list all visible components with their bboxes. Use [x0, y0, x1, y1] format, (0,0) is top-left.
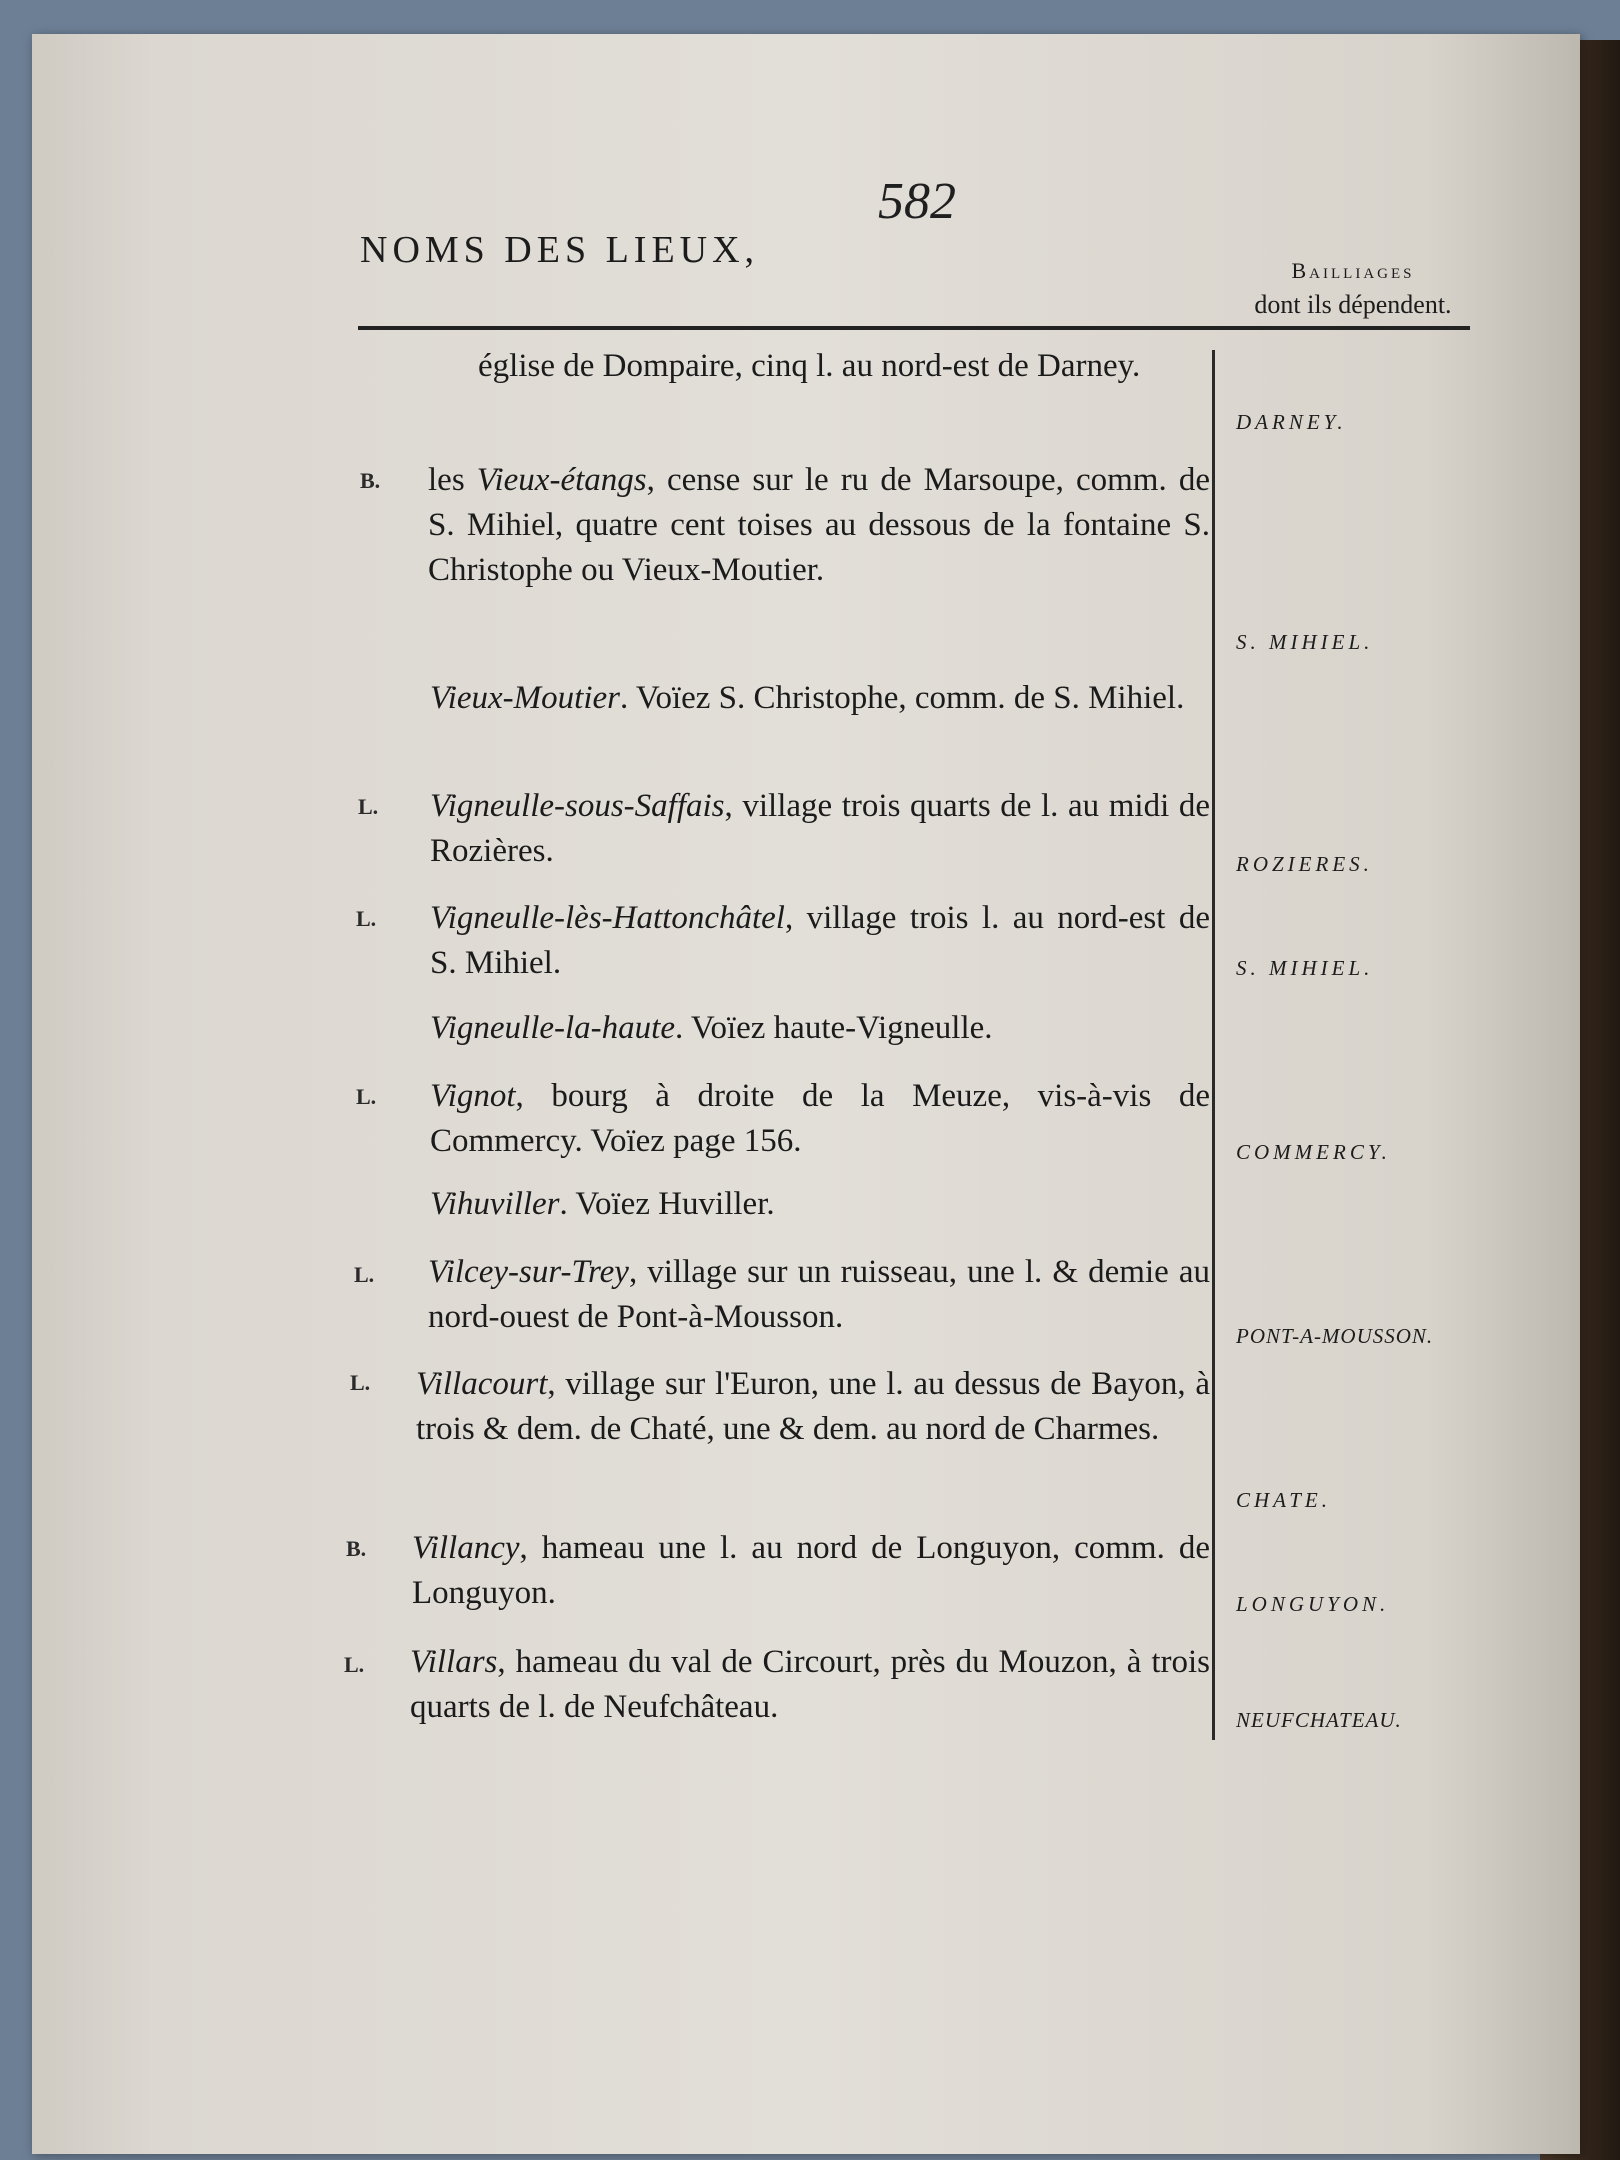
page-number: 582: [878, 173, 956, 230]
entry-text: , cense sur le ru de Marsoupe, comm. de S. Mihiel, quatre cent toises au dessous de la fontaine S. Christophe ou Vieux-Moutier.: [428, 462, 1210, 588]
list-item: [412, 1526, 1210, 1616]
entry-text: église de Dompaire, cinq l. au nord-est de Darney.: [478, 348, 1141, 384]
list-item: [430, 1006, 1210, 1051]
entry-place-name: Vigneulle-sous-Saffais: [430, 788, 725, 824]
entry-marker: L.: [358, 794, 379, 819]
header-rule: [358, 326, 1470, 330]
entry-text: , village trois quarts de l. au midi de Rozières.: [430, 788, 1210, 869]
entry-marker: B.: [346, 1536, 367, 1561]
entry-text: , hameau du val de Circourt, près du Mouzon, à trois quarts de l. de Neufchâteau.: [410, 1644, 1210, 1725]
entry-place-name: Villancy: [412, 1530, 520, 1566]
list-item: [430, 896, 1210, 986]
list-item: [430, 676, 1210, 721]
bailliage-label: COMMERCY.: [1236, 1140, 1391, 1164]
entry-marker: L.: [344, 1652, 365, 1677]
entry-text: . Voïez Huviller.: [559, 1186, 775, 1222]
entry-marker: L.: [356, 1084, 377, 1109]
entry-marker: B.: [360, 468, 381, 493]
entry-place-name: Vieux-Moutier: [430, 680, 620, 716]
entry-text: , village trois l. au nord-est de S. Mihiel.: [430, 900, 1210, 981]
entry-marker: L.: [350, 1370, 371, 1395]
entry-text: , bourg à droite de la Meuze, vis-à-vis de Commercy. Voïez page 156.: [430, 1078, 1210, 1159]
entry-prefix: les: [428, 462, 477, 498]
entry-marker: L.: [356, 906, 377, 931]
entry-place-name: Villacourt: [416, 1366, 548, 1402]
entry-text: . Voïez S. Christophe, comm. de S. Mihiel.: [619, 680, 1185, 716]
column-header-bailliages-line2: dont ils dépendent.: [1254, 290, 1452, 319]
entry-place-name: Vieux-étangs: [476, 462, 647, 498]
bailliage-label: CHATE.: [1236, 1488, 1331, 1512]
list-item: [428, 1250, 1210, 1340]
entry-text: , hameau une l. au nord de Longuyon, comm. de Longuyon.: [412, 1530, 1210, 1611]
entry-text: . Voïez haute-Vigneulle.: [674, 1010, 993, 1046]
bailliage-label: NEUFCHATEAU.: [1236, 1708, 1402, 1732]
entry-text: , village sur un ruisseau, une l. & demie au nord-ouest de Pont-à-Mousson.: [428, 1254, 1210, 1335]
entry-text: , village sur l'Euron, une l. au dessus de Bayon, à trois & dem. de Chaté, une & dem. au nord de Charmes.: [416, 1366, 1210, 1447]
bailliage-label: DARNEY.: [1236, 410, 1347, 434]
list-item: [430, 1074, 1210, 1164]
entry-place-name: Vilcey-sur-Trey: [428, 1254, 629, 1290]
entry-place-name: Vigneulle-la-haute: [430, 1010, 675, 1046]
bailliage-label: S. MIHIEL.: [1236, 630, 1374, 654]
column-header-place-names: NOMS DES LIEUX,: [360, 229, 760, 271]
list-item: [416, 1362, 1210, 1452]
entry-place-name: Vihuviller: [430, 1186, 560, 1222]
bailliage-label: PONT-A-MOUSSON.: [1236, 1324, 1434, 1348]
entry-place-name: Vigneulle-lès-Hattonchâtel: [430, 900, 785, 936]
column-header-bailliages: [1238, 254, 1468, 322]
entry-place-name: Vignot: [430, 1078, 516, 1114]
list-item: [428, 458, 1210, 593]
column-divider: [1212, 350, 1215, 1740]
bailliage-label: LONGUYON.: [1236, 1592, 1390, 1616]
list-item: [410, 1640, 1210, 1730]
bailliage-label: S. MIHIEL.: [1236, 956, 1374, 980]
list-item: [430, 1182, 1210, 1227]
bailliage-label: ROZIERES.: [1236, 852, 1373, 876]
entry-marker: L.: [354, 1262, 375, 1287]
list-item: [430, 784, 1210, 874]
column-header-bailliages-line1: Bailliages: [1291, 258, 1415, 283]
entry-place-name: Villars: [410, 1644, 498, 1680]
list-item: [478, 344, 1218, 389]
